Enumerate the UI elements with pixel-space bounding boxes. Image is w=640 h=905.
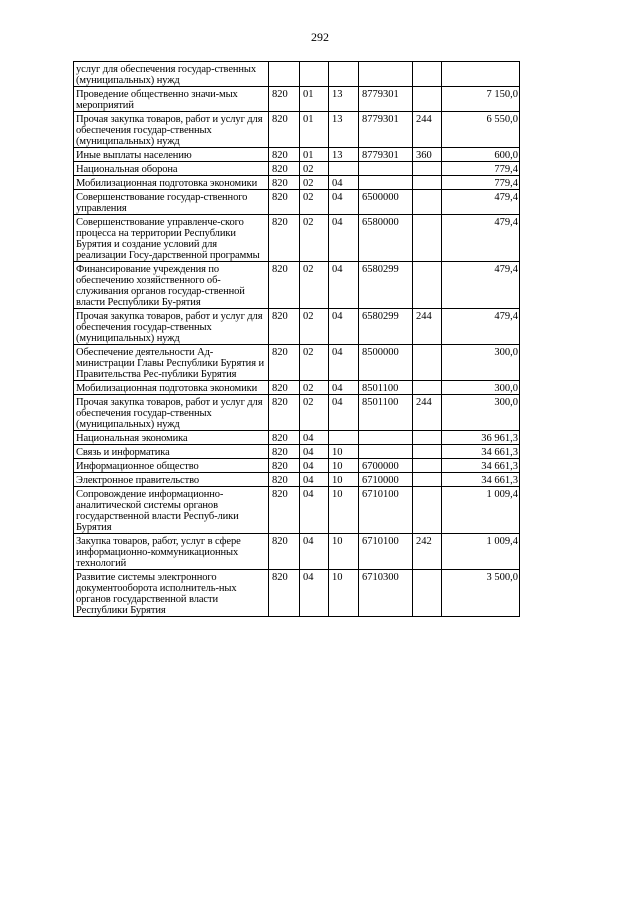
row-subsection-cell: 10 xyxy=(329,570,359,617)
row-subsection-cell: 04 xyxy=(329,309,359,345)
row-target-article-cell: 6580299 xyxy=(359,262,413,309)
row-amount-cell: 34 661,3 xyxy=(442,473,520,487)
table-row xyxy=(74,381,520,395)
row-ministry-code-cell: 820 xyxy=(269,215,300,262)
row-amount-cell: 479,4 xyxy=(442,190,520,215)
row-expense-type-cell xyxy=(413,345,442,381)
row-amount-cell: 300,0 xyxy=(442,395,520,431)
row-name-cell: Информационное общество xyxy=(74,459,269,473)
row-target-article-cell: 6500000 xyxy=(359,190,413,215)
row-section-cell: 02 xyxy=(300,381,329,395)
row-amount-cell: 300,0 xyxy=(442,345,520,381)
table-row xyxy=(74,262,520,309)
table-row xyxy=(74,190,520,215)
row-ministry-code-cell: 820 xyxy=(269,431,300,445)
row-expense-type-cell xyxy=(413,62,442,87)
row-ministry-code-cell: 820 xyxy=(269,487,300,534)
table-row xyxy=(74,487,520,534)
table-row xyxy=(74,459,520,473)
row-expense-type-cell: 244 xyxy=(413,309,442,345)
row-subsection-cell: 04 xyxy=(329,381,359,395)
row-ministry-code-cell: 820 xyxy=(269,445,300,459)
row-target-article-cell: 8501100 xyxy=(359,381,413,395)
row-expense-type-cell xyxy=(413,459,442,473)
row-amount-cell xyxy=(442,62,520,87)
row-ministry-code-cell: 820 xyxy=(269,570,300,617)
table-row xyxy=(74,445,520,459)
row-name-cell: Мобилизационная подготовка экономики xyxy=(74,176,269,190)
row-subsection-cell: 04 xyxy=(329,395,359,431)
row-target-article-cell: 8779301 xyxy=(359,148,413,162)
row-target-article-cell: 8779301 xyxy=(359,112,413,148)
row-amount-cell: 300,0 xyxy=(442,381,520,395)
table-row xyxy=(74,112,520,148)
row-ministry-code-cell: 820 xyxy=(269,534,300,570)
row-section-cell: 02 xyxy=(300,176,329,190)
row-ministry-code-cell: 820 xyxy=(269,176,300,190)
table-row xyxy=(74,309,520,345)
budget-table xyxy=(73,61,520,617)
row-section-cell: 02 xyxy=(300,190,329,215)
row-ministry-code-cell: 820 xyxy=(269,473,300,487)
table-row xyxy=(74,395,520,431)
table-row xyxy=(74,176,520,190)
row-expense-type-cell xyxy=(413,473,442,487)
row-ministry-code-cell xyxy=(269,62,300,87)
row-name-cell: Мобилизационная подготовка экономики xyxy=(74,381,269,395)
row-amount-cell: 7 150,0 xyxy=(442,87,520,112)
row-target-article-cell: 6710100 xyxy=(359,487,413,534)
row-subsection-cell: 04 xyxy=(329,262,359,309)
row-ministry-code-cell: 820 xyxy=(269,345,300,381)
row-expense-type-cell: 360 xyxy=(413,148,442,162)
row-subsection-cell: 10 xyxy=(329,487,359,534)
row-expense-type-cell xyxy=(413,445,442,459)
table-row xyxy=(74,87,520,112)
row-subsection-cell: 13 xyxy=(329,87,359,112)
row-section-cell: 02 xyxy=(300,215,329,262)
row-ministry-code-cell: 820 xyxy=(269,459,300,473)
row-section-cell: 04 xyxy=(300,534,329,570)
page-number: 292 xyxy=(311,30,329,44)
row-section-cell: 02 xyxy=(300,345,329,381)
row-name-cell: Электронное правительство xyxy=(74,473,269,487)
row-amount-cell: 6 550,0 xyxy=(442,112,520,148)
row-section-cell: 02 xyxy=(300,162,329,176)
row-ministry-code-cell: 820 xyxy=(269,262,300,309)
row-name-cell: Закупка товаров, работ, услуг в сфере информационно-коммуникационных технологий xyxy=(74,534,269,570)
row-target-article-cell: 8779301 xyxy=(359,87,413,112)
row-expense-type-cell xyxy=(413,431,442,445)
row-section-cell: 01 xyxy=(300,87,329,112)
row-name-cell: Прочая закупка товаров, работ и услуг для обеспечения государ-ственных (муниципальных) нужд xyxy=(74,309,269,345)
row-subsection-cell: 10 xyxy=(329,534,359,570)
row-target-article-cell: 6710000 xyxy=(359,473,413,487)
budget-table-body xyxy=(74,62,520,617)
row-subsection-cell: 13 xyxy=(329,112,359,148)
row-subsection-cell xyxy=(329,62,359,87)
row-amount-cell: 34 661,3 xyxy=(442,459,520,473)
row-expense-type-cell xyxy=(413,487,442,534)
row-section-cell: 04 xyxy=(300,487,329,534)
row-ministry-code-cell: 820 xyxy=(269,395,300,431)
row-ministry-code-cell: 820 xyxy=(269,148,300,162)
row-section-cell: 04 xyxy=(300,459,329,473)
row-amount-cell: 3 500,0 xyxy=(442,570,520,617)
table-row xyxy=(74,162,520,176)
row-name-cell: Развитие системы электронного документооборота исполнитель-ных органов государственной власти Республики Бурятия xyxy=(74,570,269,617)
row-subsection-cell: 10 xyxy=(329,473,359,487)
row-target-article-cell: 6710100 xyxy=(359,534,413,570)
row-target-article-cell: 6700000 xyxy=(359,459,413,473)
row-section-cell: 02 xyxy=(300,309,329,345)
table-row xyxy=(74,473,520,487)
row-target-article-cell: 8500000 xyxy=(359,345,413,381)
row-target-article-cell xyxy=(359,445,413,459)
row-name-cell: Прочая закупка товаров, работ и услуг для обеспечения государ-ственных (муниципальных) нужд xyxy=(74,395,269,431)
row-name-cell: Проведение общественно значи-мых мероприятий xyxy=(74,87,269,112)
row-ministry-code-cell: 820 xyxy=(269,162,300,176)
table-row xyxy=(74,62,520,87)
row-ministry-code-cell: 820 xyxy=(269,381,300,395)
row-name-cell: Национальная оборона xyxy=(74,162,269,176)
row-section-cell: 01 xyxy=(300,148,329,162)
row-expense-type-cell xyxy=(413,215,442,262)
row-expense-type-cell xyxy=(413,190,442,215)
row-section-cell: 04 xyxy=(300,473,329,487)
row-section-cell: 04 xyxy=(300,431,329,445)
row-section-cell: 02 xyxy=(300,395,329,431)
row-subsection-cell: 04 xyxy=(329,190,359,215)
row-expense-type-cell xyxy=(413,570,442,617)
row-name-cell: Совершенствование государ-ственного управления xyxy=(74,190,269,215)
row-subsection-cell: 04 xyxy=(329,176,359,190)
row-subsection-cell xyxy=(329,431,359,445)
row-subsection-cell xyxy=(329,162,359,176)
row-amount-cell: 1 009,4 xyxy=(442,534,520,570)
row-expense-type-cell: 242 xyxy=(413,534,442,570)
table-row xyxy=(74,534,520,570)
row-amount-cell: 779,4 xyxy=(442,162,520,176)
row-target-article-cell: 6710300 xyxy=(359,570,413,617)
row-expense-type-cell xyxy=(413,162,442,176)
row-target-article-cell xyxy=(359,162,413,176)
row-name-cell: Связь и информатика xyxy=(74,445,269,459)
row-ministry-code-cell: 820 xyxy=(269,190,300,215)
row-amount-cell: 479,4 xyxy=(442,215,520,262)
row-expense-type-cell xyxy=(413,381,442,395)
row-name-cell: Обеспечение деятельности Ад-министрации Главы Республики Бурятия и Правительства Рес-публики Бурятия xyxy=(74,345,269,381)
row-section-cell: 01 xyxy=(300,112,329,148)
row-amount-cell: 779,4 xyxy=(442,176,520,190)
row-target-article-cell: 6580299 xyxy=(359,309,413,345)
row-target-article-cell: 8501100 xyxy=(359,395,413,431)
row-subsection-cell: 10 xyxy=(329,445,359,459)
row-name-cell: Национальная экономика xyxy=(74,431,269,445)
row-name-cell: услуг для обеспечения государ-ственных (муниципальных) нужд xyxy=(74,62,269,87)
row-expense-type-cell: 244 xyxy=(413,395,442,431)
row-name-cell: Иные выплаты населению xyxy=(74,148,269,162)
row-amount-cell: 479,4 xyxy=(442,262,520,309)
row-name-cell: Финансирование учреждения по обеспечению хозяйственного об-служивания органов государ-ственной власти Республики Бу-рятия xyxy=(74,262,269,309)
row-ministry-code-cell: 820 xyxy=(269,112,300,148)
table-row xyxy=(74,148,520,162)
row-target-article-cell xyxy=(359,176,413,190)
row-name-cell: Прочая закупка товаров, работ и услуг для обеспечения государ-ственных (муниципальных) нужд xyxy=(74,112,269,148)
row-ministry-code-cell: 820 xyxy=(269,87,300,112)
row-subsection-cell: 13 xyxy=(329,148,359,162)
row-expense-type-cell xyxy=(413,87,442,112)
row-amount-cell: 479,4 xyxy=(442,309,520,345)
row-expense-type-cell xyxy=(413,176,442,190)
row-subsection-cell: 10 xyxy=(329,459,359,473)
row-subsection-cell: 04 xyxy=(329,345,359,381)
row-amount-cell: 1 009,4 xyxy=(442,487,520,534)
table-row xyxy=(74,431,520,445)
table-row xyxy=(74,570,520,617)
row-amount-cell: 34 661,3 xyxy=(442,445,520,459)
table-row xyxy=(74,215,520,262)
row-name-cell: Совершенствование управленче-ского процесса на территории Республики Бурятия и создание условий для реализации Госу-дарственной программы xyxy=(74,215,269,262)
row-target-article-cell: 6580000 xyxy=(359,215,413,262)
row-amount-cell: 600,0 xyxy=(442,148,520,162)
row-ministry-code-cell: 820 xyxy=(269,309,300,345)
row-section-cell: 02 xyxy=(300,262,329,309)
row-expense-type-cell: 244 xyxy=(413,112,442,148)
row-section-cell: 04 xyxy=(300,445,329,459)
row-name-cell: Сопровождение информационно-аналитической системы органов государственной власти Респуб-лики Бурятия xyxy=(74,487,269,534)
row-expense-type-cell xyxy=(413,262,442,309)
row-target-article-cell xyxy=(359,431,413,445)
table-row xyxy=(74,345,520,381)
row-section-cell: 04 xyxy=(300,570,329,617)
row-amount-cell: 36 961,3 xyxy=(442,431,520,445)
row-subsection-cell: 04 xyxy=(329,215,359,262)
row-target-article-cell xyxy=(359,62,413,87)
row-section-cell xyxy=(300,62,329,87)
